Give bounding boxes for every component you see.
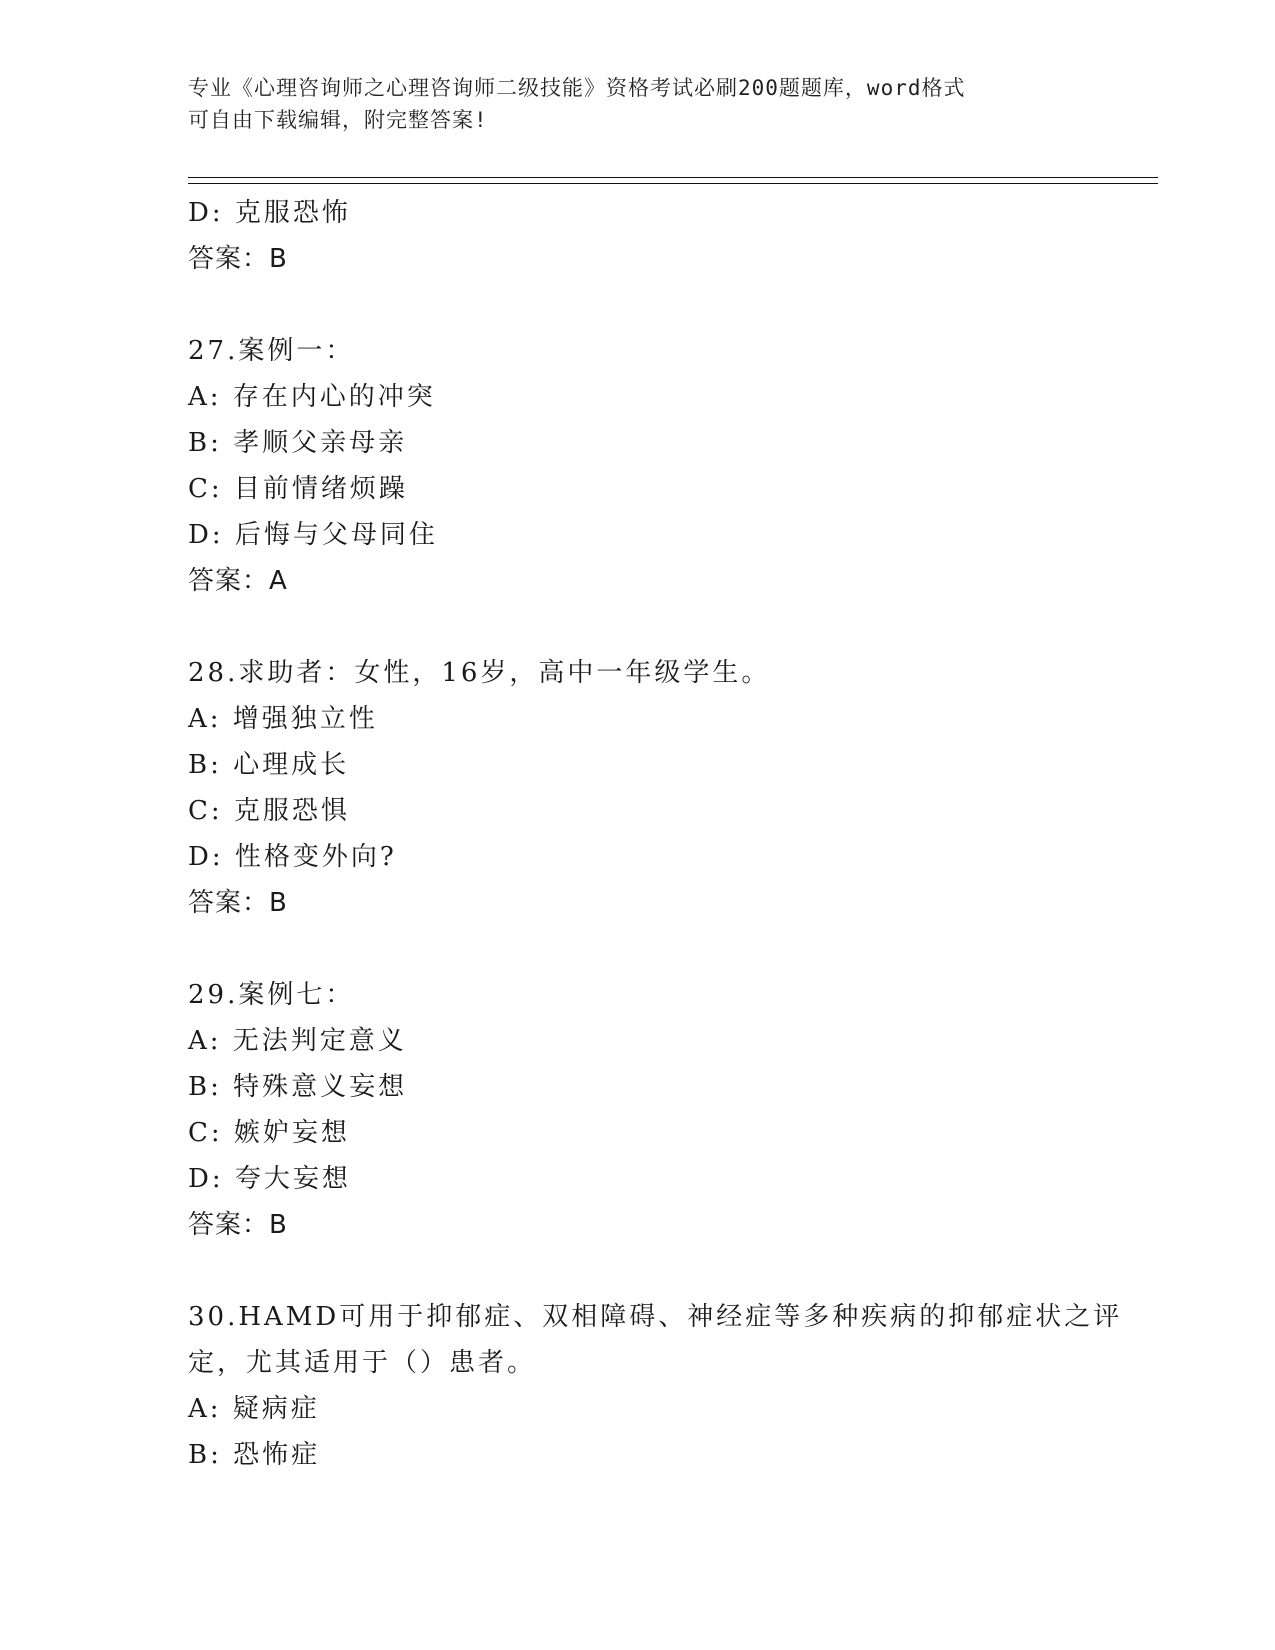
- question-28-option-b: B: 心理成长: [188, 750, 350, 780]
- question-27-stem: 27.案例一：: [188, 336, 355, 366]
- question-29-option-d: D: 夸大妄想: [188, 1164, 351, 1194]
- question-28-answer: 答案：B: [188, 888, 288, 918]
- header-title-line-1: 专业《心理咨询师之心理咨询师二级技能》资格考试必刷200题题库，word格式: [188, 76, 966, 100]
- question-29-option-c: C: 嫉妒妄想: [188, 1118, 350, 1148]
- spacer: [188, 604, 1108, 650]
- question-28-stem: 28.求助者：女性，16岁，高中一年级学生。: [188, 658, 771, 688]
- spacer: [188, 1248, 1108, 1294]
- question-28-option-d: D: 性格变外向?: [188, 842, 397, 872]
- header-title-line-2: 可自由下载编辑，附完整答案!: [188, 108, 488, 132]
- prev-answer: 答案：B: [188, 244, 288, 274]
- spacer: [188, 926, 1108, 972]
- question-list: [188, 190, 1123, 1478]
- question-29-stem: 29.案例七：: [188, 980, 355, 1010]
- question-29-option-a: A: 无法判定意义: [188, 1026, 407, 1056]
- question-27-option-b: B: 孝顺父亲母亲: [188, 428, 408, 458]
- header-divider-top: [188, 177, 1158, 178]
- question-30-option-b: B: 恐怖症: [188, 1440, 321, 1470]
- question-30-stem-line-2: 定，尤其适用于（）患者。: [188, 1348, 537, 1378]
- question-30-option-a: A: 疑病症: [188, 1394, 320, 1424]
- spacer: [188, 282, 1108, 328]
- document-header: [188, 72, 1088, 136]
- question-29-answer: 答案：B: [188, 1210, 288, 1240]
- question-27-option-c: C: 目前情绪烦躁: [188, 474, 408, 504]
- question-30-stem-line-1: 30.HAMD可用于抑郁症、双相障碍、神经症等多种疾病的抑郁症状之评: [188, 1302, 1123, 1332]
- question-28-option-c: C: 克服恐惧: [188, 796, 350, 826]
- header-divider-bottom: [188, 183, 1158, 184]
- question-29-option-b: B: 特殊意义妄想: [188, 1072, 408, 1102]
- question-27-option-d: D: 后悔与父母同住: [188, 520, 438, 550]
- question-27-option-a: A: 存在内心的冲突: [188, 382, 436, 412]
- prev-option-d: D: 克服恐怖: [188, 198, 351, 228]
- question-28-option-a: A: 增强独立性: [188, 704, 378, 734]
- question-27-answer: 答案：A: [188, 566, 288, 596]
